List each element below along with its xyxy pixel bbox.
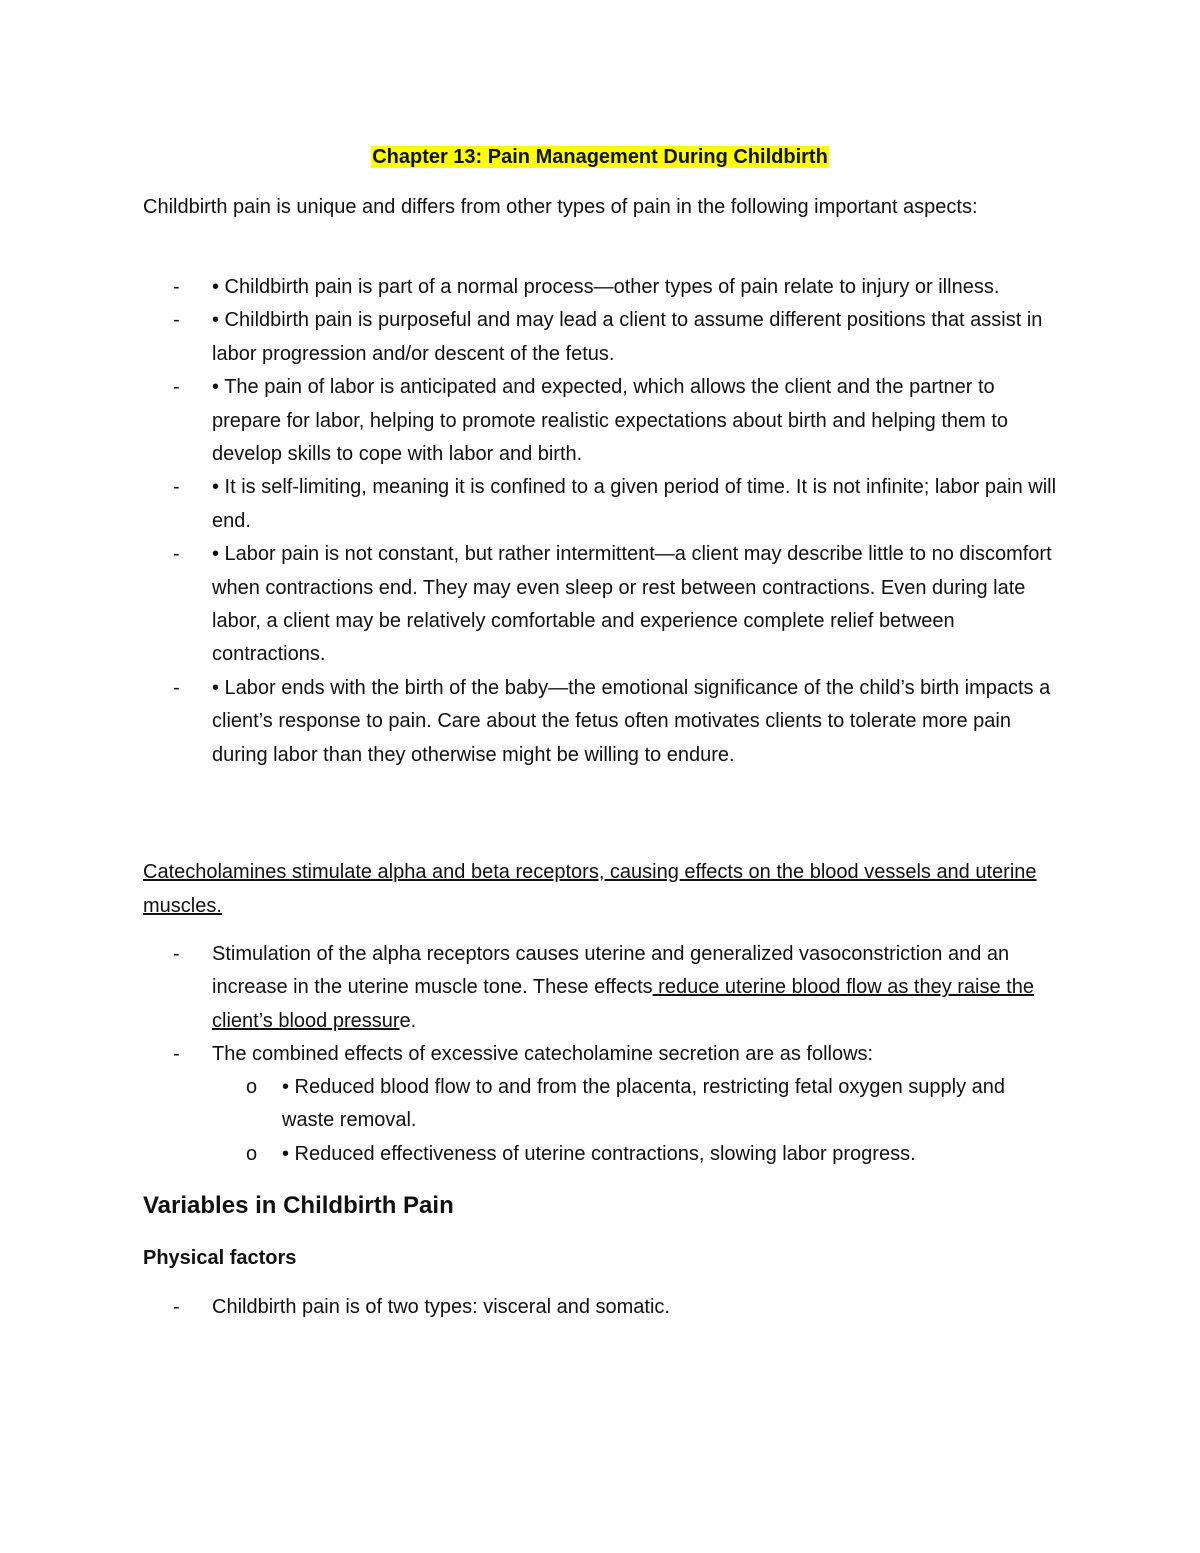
list-item-text: • Childbirth pain is purposeful and may lead a client to assume different positions that assist in labor progression and/or descent of the fetus. [212,309,1043,365]
sublist-item [0,1071,1200,1138]
aspects-list [0,271,1200,772]
page-title: Chapter 13: Pain Management During Childbirth [372,146,828,168]
sublist-item [0,1138,1200,1171]
list-item [0,371,1200,471]
list-item-text: The combined effects of excessive catecholamine secretion are as follows: [212,1043,874,1066]
list-dash: - [173,543,180,566]
list-item [0,1291,1200,1324]
list-dash: - [173,376,180,399]
list-dash: - [173,676,180,699]
list-item [0,304,1200,371]
list-item [0,672,1200,772]
list-item [0,938,1200,1038]
catecholamines-heading: Catecholamines stimulate alpha and beta receptors, causing effects on the blood vessels and uterine muscles. [143,861,1037,917]
list-item-text: • Labor pain is not constant, but rather intermittent—a client may describe little to no discomfort when contractions end. They may even sleep or rest between contractions. Even during late labor, a client may be relatively comfortable and experience complete relief between contractions. [212,543,1052,666]
intro-paragraph: Childbirth pain is unique and differs from other types of pain in the following important aspects: [143,196,978,218]
list-item [0,1038,1200,1071]
list-item [0,538,1200,672]
effects-sublist [0,1071,1200,1171]
list-dash: - [173,1296,180,1318]
alpha-text-before: Stimulation of the alpha receptors causes uterine and generalized vasoconstriction and an increase in the uterine muscle tone. These effects [212,943,1010,999]
list-dash: - [173,1043,180,1066]
sublist-item-text: • Reduced blood flow to and from the placenta, restricting fetal oxygen supply and waste removal. [282,1076,1005,1132]
list-item [0,271,1200,304]
list-item-text: • It is self-limiting, meaning it is confined to a given period of time. It is not infinite; labor pain will end. [212,476,1057,532]
sublist-item-text: • Reduced effectiveness of uterine contractions, slowing labor progress. [282,1142,916,1165]
subsection-heading: Physical factors [143,1247,297,1269]
sublist-marker: o [246,1076,258,1098]
list-item [0,471,1200,538]
section-heading: Variables in Childbirth Pain [143,1192,454,1219]
list-dash: - [173,309,180,332]
catecholamines-list [0,938,1200,1072]
list-dash: - [173,476,180,499]
alpha-text-after: e. [399,1009,417,1032]
alpha-text-underlined: reduce uterine blood flow as they raise the client’s blood pressur [212,976,1034,1032]
list-item-text: Childbirth pain is of two types: visceral and somatic. [212,1296,670,1318]
list-dash: - [173,943,180,965]
title-line [0,142,1200,172]
list-item-text: • Childbirth pain is part of a normal process—other types of pain relate to injury or illness. [212,276,1000,298]
physical-list [0,1291,1200,1324]
list-dash: - [173,276,180,298]
list-item-text: • The pain of labor is anticipated and expected, which allows the client and the partner to prepare for labor, helping to promote realistic expectations about birth and helping them to develop skills to cope with labor and birth. [212,376,1009,466]
list-item-text: • Labor ends with the birth of the baby—the emotional significance of the child’s birth impacts a client’s response to pain. Care about the fetus often motivates clients to tolerate more pain during labor than they otherwise might be willing to endure. [212,676,1051,766]
sublist-marker: o [246,1142,258,1165]
